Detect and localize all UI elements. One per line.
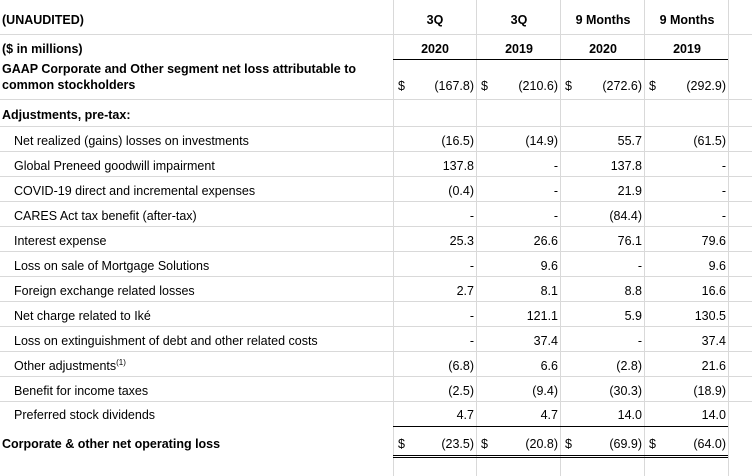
- header-underline: [393, 59, 728, 60]
- value-cell: -: [721, 209, 726, 223]
- value-cell: 79.6: [701, 234, 726, 248]
- gridline: [0, 226, 752, 227]
- gridline: [0, 401, 752, 402]
- value-cell: -: [469, 334, 474, 348]
- value-cell: -: [637, 259, 642, 273]
- col-header-period: 3Q: [510, 13, 528, 27]
- value-cell: (292.9): [686, 79, 726, 93]
- value-cell: 8.8: [624, 284, 642, 298]
- dollar-sign: $: [565, 79, 572, 93]
- row-label: CARES Act tax benefit (after-tax): [14, 209, 197, 223]
- gridline: [0, 176, 752, 177]
- gridline: [0, 276, 752, 277]
- value-cell: (272.6): [602, 79, 642, 93]
- header-row-1: [0, 13, 752, 33]
- value-cell: 16.6: [701, 284, 726, 298]
- value-cell: (61.5): [693, 134, 726, 148]
- value-cell: 6.6: [540, 359, 558, 373]
- dollar-sign: $: [649, 79, 656, 93]
- value-cell: (167.8): [434, 79, 474, 93]
- row-label: Preferred stock dividends: [14, 408, 156, 422]
- value-cell: 8.1: [540, 284, 558, 298]
- adjustments-heading-row: [0, 108, 752, 128]
- gridline: [0, 151, 752, 152]
- row-label: Foreign exchange related losses: [14, 284, 195, 298]
- value-cell: -: [721, 159, 726, 173]
- value-cell: (69.9): [609, 437, 642, 451]
- gaap-net-loss-row: [0, 62, 752, 96]
- value-cell: 55.7: [617, 134, 642, 148]
- row-label: Loss on sale of Mortgage Solutions: [14, 259, 210, 273]
- value-cell: 21.9: [617, 184, 642, 198]
- row-label: Interest expense: [14, 234, 107, 248]
- value-cell: -: [553, 209, 558, 223]
- total-row: [0, 437, 752, 457]
- footnote-marker: (1): [116, 357, 126, 367]
- row-label: COVID-19 direct and incremental expenses: [14, 184, 256, 198]
- col-header-period: 9 Months: [575, 13, 631, 27]
- value-cell: -: [553, 159, 558, 173]
- value-cell: 5.9: [624, 309, 642, 323]
- dollar-sign: $: [481, 437, 488, 451]
- col-header-period: 9 Months: [659, 13, 715, 27]
- value-cell: (18.9): [693, 384, 726, 398]
- gaap-label-line1: GAAP Corporate and Other segment net loss attributable to: [2, 62, 356, 76]
- value-cell: (2.8): [616, 359, 642, 373]
- subtotal-underline: [393, 426, 728, 427]
- gaap-label-line2: common stockholders: [2, 78, 136, 92]
- value-cell: (84.4): [609, 209, 642, 223]
- value-cell: -: [469, 259, 474, 273]
- gridline: [0, 99, 752, 100]
- dollar-sign: $: [398, 79, 405, 93]
- dollar-sign: $: [398, 437, 405, 451]
- value-cell: 137.8: [610, 159, 642, 173]
- dollar-sign: $: [565, 437, 572, 451]
- total-double-underline: [393, 455, 728, 458]
- row-label: Global Preneed goodwill impairment: [14, 159, 215, 173]
- value-cell: (6.8): [448, 359, 474, 373]
- value-cell: (23.5): [441, 437, 474, 451]
- row-label: Benefit for income taxes: [14, 384, 149, 398]
- value-cell: 37.4: [701, 334, 726, 348]
- value-cell: (0.4): [448, 184, 474, 198]
- adjustments-heading: Adjustments, pre-tax:: [2, 108, 131, 122]
- value-cell: 26.6: [533, 234, 558, 248]
- col-header-year: 2020: [421, 42, 449, 56]
- value-cell: 14.0: [701, 408, 726, 422]
- gridline: [0, 201, 752, 202]
- gridline: [0, 301, 752, 302]
- value-cell: 137.8: [442, 159, 474, 173]
- gridline: [0, 376, 752, 377]
- value-cell: 14.0: [617, 408, 642, 422]
- value-cell: 121.1: [526, 309, 558, 323]
- gridline: [0, 351, 752, 352]
- value-cell: -: [553, 184, 558, 198]
- value-cell: 130.5: [694, 309, 726, 323]
- col-header-year: 2019: [673, 42, 701, 56]
- gridline: [0, 34, 752, 35]
- row-label: Net charge related to Iké: [14, 309, 151, 323]
- value-cell: (210.6): [518, 79, 558, 93]
- dollar-sign: $: [649, 437, 656, 451]
- col-header-year: 2019: [505, 42, 533, 56]
- value-cell: -: [469, 309, 474, 323]
- value-cell: 21.6: [701, 359, 726, 373]
- value-cell: (64.0): [693, 437, 726, 451]
- value-cell: 76.1: [617, 234, 642, 248]
- value-cell: (30.3): [609, 384, 642, 398]
- value-cell: (14.9): [525, 134, 558, 148]
- col-header-year: 2020: [589, 42, 617, 56]
- row-label-text: Other adjustments: [14, 359, 117, 373]
- unaudited-label: (UNAUDITED): [2, 13, 84, 27]
- units-label: ($ in millions): [2, 42, 83, 56]
- gridline: [0, 126, 752, 127]
- table-row: [0, 408, 752, 428]
- value-cell: (20.8): [525, 437, 558, 451]
- value-cell: (2.5): [448, 384, 474, 398]
- value-cell: 9.6: [708, 259, 726, 273]
- row-label: [14, 359, 126, 373]
- value-cell: -: [637, 334, 642, 348]
- value-cell: 2.7: [456, 284, 474, 298]
- value-cell: (9.4): [532, 384, 558, 398]
- col-header-period: 3Q: [426, 13, 444, 27]
- total-label: Corporate & other net operating loss: [2, 437, 221, 451]
- value-cell: 25.3: [449, 234, 474, 248]
- gridline: [0, 326, 752, 327]
- value-cell: (16.5): [441, 134, 474, 148]
- value-cell: 37.4: [533, 334, 558, 348]
- value-cell: -: [721, 184, 726, 198]
- value-cell: 4.7: [540, 408, 558, 422]
- value-cell: -: [469, 209, 474, 223]
- value-cell: 9.6: [540, 259, 558, 273]
- row-label: Net realized (gains) losses on investments: [14, 134, 249, 148]
- gridline: [0, 251, 752, 252]
- value-cell: 4.7: [456, 408, 474, 422]
- dollar-sign: $: [481, 79, 488, 93]
- row-label: Loss on extinguishment of debt and other related costs: [14, 334, 318, 348]
